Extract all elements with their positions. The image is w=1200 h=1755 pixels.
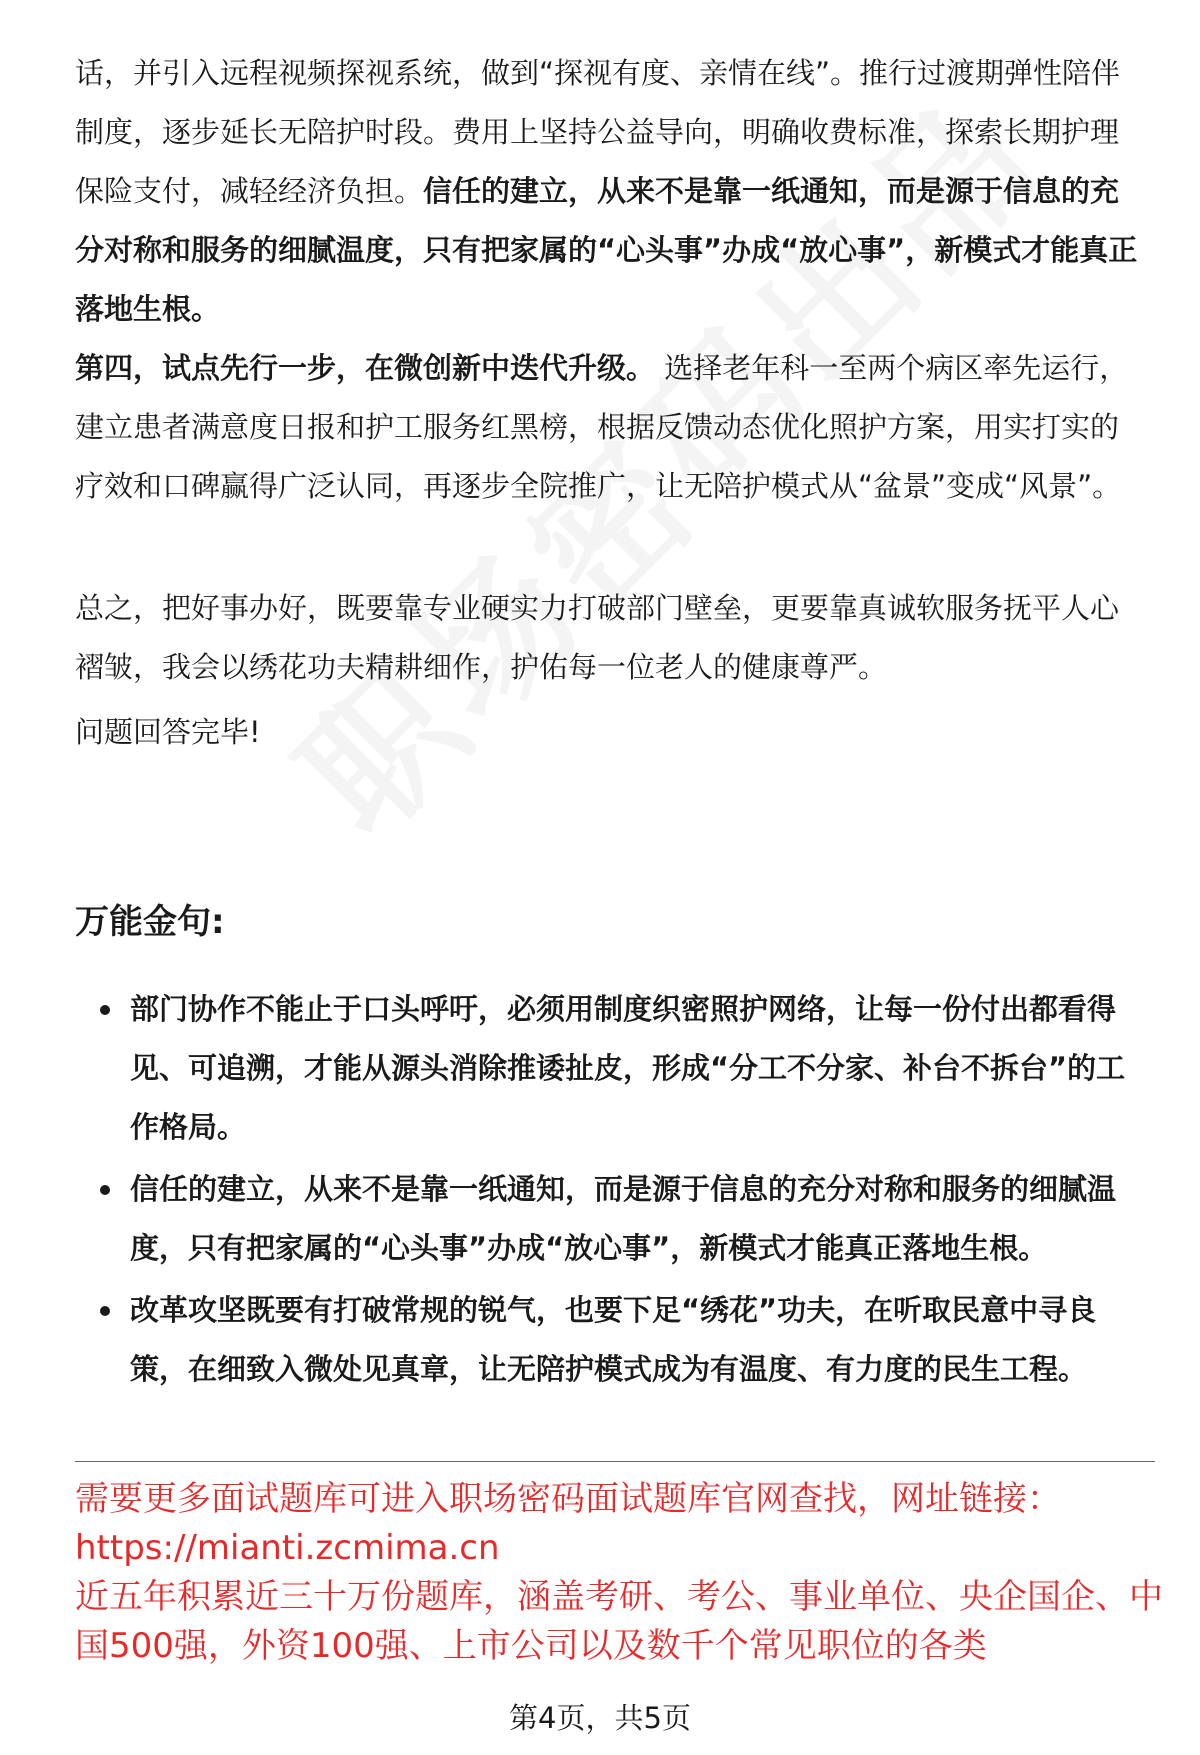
promo-line-1: 需要更多面试题库可进入职场密码面试题库官网查找，网址链接： (75, 1479, 1061, 1519)
section-heading: 万能金句: (75, 902, 225, 942)
bullet-text: 改革攻坚既要有打破常规的锐气，也要下足“绣花”功夫，在听取民意中寻良策，在细致入微处见真章，让无陪护模式成为有温度、有力度的民生工程。 (130, 1293, 1097, 1386)
divider (75, 1461, 1155, 1462)
bullet-list (75, 980, 1145, 1402)
paragraph-1 (75, 44, 1145, 339)
page-number: 第4页，共5页 (509, 1701, 691, 1735)
bullet-item (75, 980, 1145, 1157)
paragraph-2 (75, 339, 1145, 516)
promo-url[interactable]: https://mianti.zcmima.cn (75, 1528, 500, 1568)
paragraph-4: 问题回答完毕! (75, 715, 261, 749)
promo-description: 近五年积累近三十万份题库，涵盖考研、考公、事业单位、央企国企、中国500强，外资100强、上市公司以及数千个常见职位的各类 (75, 1577, 1163, 1666)
paragraph-2-heading: 第四，试点先行一步，在微创新中迭代升级。 (75, 351, 656, 385)
paragraph-2-text: 选择老年科一至两个病区率先运行，建立患者满意度日报和护工服务红黑榜，根据反馈动态优化照护方案，用实打实的疗效和口碑赢得广泛认同，再逐步全院推广，让无陪护模式从“盆景”变成“风景”。 (75, 351, 1129, 503)
bullet-dot-icon (100, 1185, 110, 1195)
bullet-text: 信任的建立，从来不是靠一纸通知，而是源于信息的充分对称和服务的细腻温度，只有把家属的“心头事”办成“放心事”，新模式才能真正落地生根。 (130, 1172, 1117, 1265)
bullet-item (75, 1160, 1145, 1278)
bullet-dot-icon (100, 1005, 110, 1015)
bullet-dot-icon (100, 1306, 110, 1316)
paragraph-1-bold: 信任的建立，从来不是靠一纸通知，而是源于信息的充分对称和服务的细腻温度，只有把家属的“心头事”办成“放心事”，新模式才能真正落地生根。 (75, 174, 1138, 326)
paragraph-3: 总之，把好事办好，既要靠专业硬实力打破部门壁垒，更要靠真诚软服务抚平人心褶皱，我会以绣花功夫精耕细作，护佑每一位老人的健康尊严。 (75, 591, 1120, 684)
paragraph-1-text: 话，并引入远程视频探视系统，做到“探视有度、亲情在线”。推行过渡期弹性陪伴制度，逐步延长无陪护时段。费用上坚持公益导向，明确收费标准，探索长期护理保险支付，减轻经济负担。 (75, 56, 1121, 208)
bullet-text: 部门协作不能止于口头呼吁，必须用制度织密照护网络，让每一份付出都看得见、可追溯，才能从源头消除推诿扯皮，形成“分工不分家、补台不拆台”的工作格局。 (130, 992, 1126, 1144)
bullet-item (75, 1281, 1145, 1399)
